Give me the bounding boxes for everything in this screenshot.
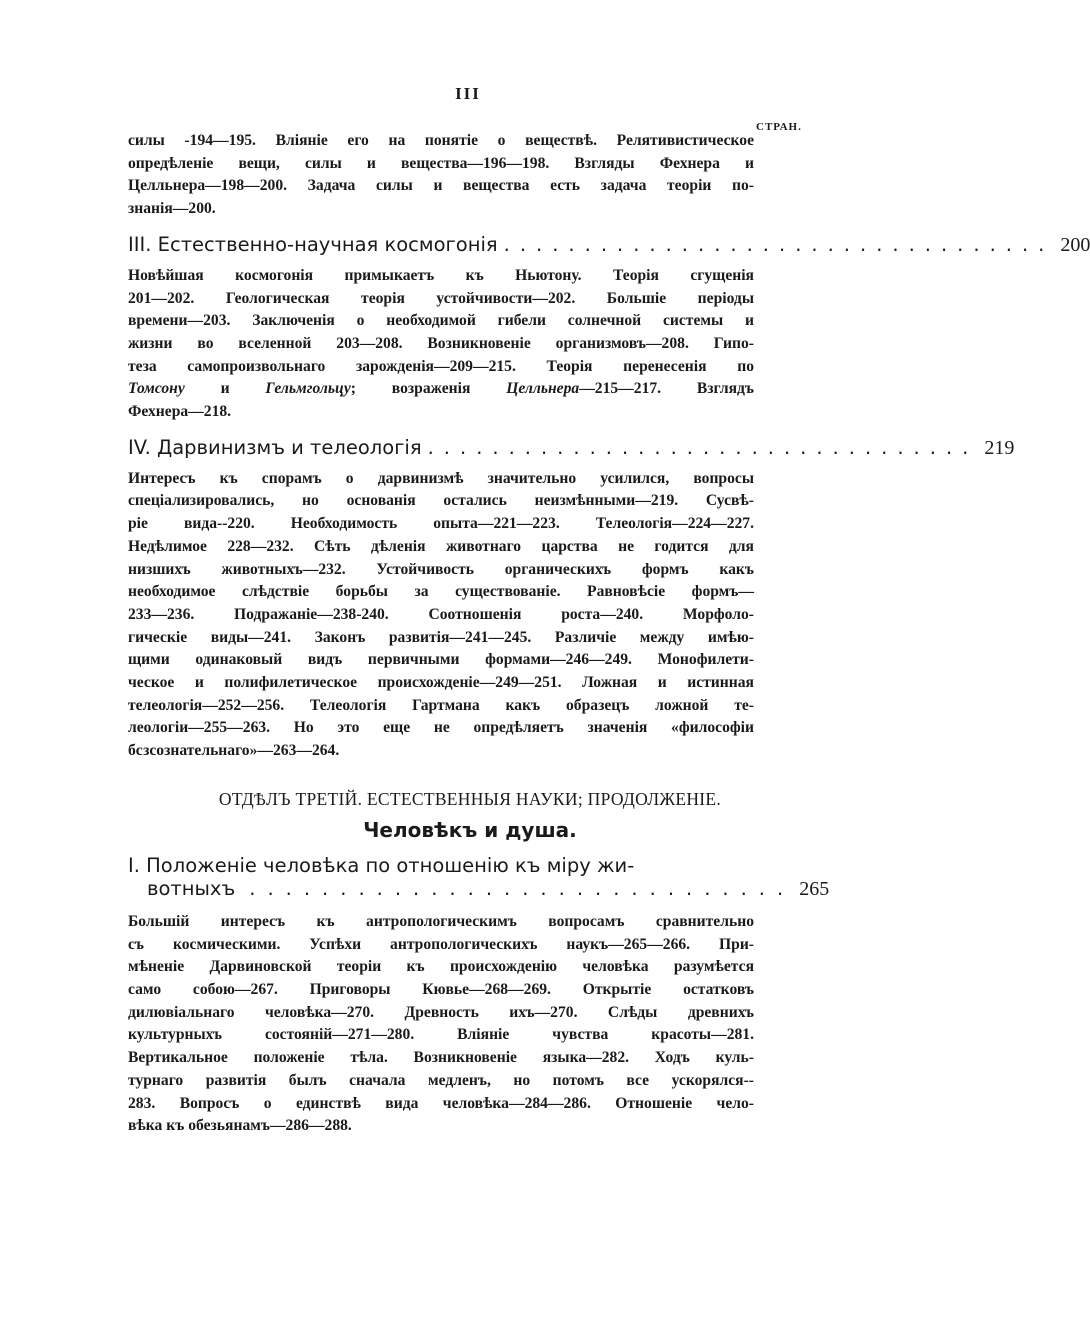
table-of-contents xyxy=(128,130,1090,1138)
text-line: леологіи—255—263. Но это еще не опредѣляетъ значенія «философіи xyxy=(128,719,754,737)
text-line: ріе вида--220. Необходимость опыта—221—223. Телеологія—224—227. xyxy=(128,515,754,533)
text-line: Фехнера—218. xyxy=(128,403,232,421)
toc-paragraph-forces xyxy=(128,130,754,221)
chapter-heading-cosmogony xyxy=(128,232,1090,257)
name-zoellner: Целльнера xyxy=(506,380,580,398)
text-line: знанія—200. xyxy=(128,200,216,218)
chapter-page: 200 xyxy=(1060,233,1090,256)
text-fragment: и xyxy=(220,380,230,398)
chapter-title-line: I. Положеніе человѣка по отношенію къ міру жи- xyxy=(128,853,635,877)
text-line: дилювіальнаго человѣка—270. Древность ихъ—270. Слѣды древнихъ xyxy=(128,1003,754,1021)
text-line: Большій интересъ къ антропологическимъ вопросамъ сравнительно xyxy=(128,912,754,930)
text-line: Недѣлимое 228—232. Сѣть дѣленія животнаго царства не годится для xyxy=(128,537,754,555)
chapter-title: IV. Дарвинизмъ и телеологія xyxy=(128,435,422,459)
text-line: телеологія—252—256. Телеологія Гартмана какъ образецъ ложной те- xyxy=(128,696,754,714)
text-line: бсзсознательнаго»—263—264. xyxy=(128,742,340,760)
page-number: III xyxy=(455,84,481,103)
text-line: гическіе виды—241. Законъ развитія—241—245. Различіе между имѣю- xyxy=(128,628,754,646)
text-line: само собою—267. Приговоры Кювье—268—269. Открытіе остатковъ xyxy=(128,980,754,998)
chapter-title-line xyxy=(128,876,830,901)
text-line: Вертикальное положеніе тѣла. Возникновеніе языка—282. Ходъ куль- xyxy=(128,1049,754,1067)
chapter-page: 265 xyxy=(799,877,830,900)
text-line: жизни во вселенной 203—208. Возникновеніе организмовъ—208. Гипо- xyxy=(128,334,754,352)
text-line: спеціализировались, но основанія остались неизмѣнными—219. Сусвѣ- xyxy=(128,492,754,510)
text-line: теза самопроизвольнаго зарожденія—209—215. Теорія перенесенія по xyxy=(128,357,754,375)
chapter-heading-darwinism xyxy=(128,435,1015,460)
text-line: щими одинаковый видъ первичными формами—246—249. Монофилети- xyxy=(128,651,754,669)
toc-paragraph-man xyxy=(128,911,754,1138)
text-line: съ космическими. Успѣхи антропологическихъ наукъ—265—266. При- xyxy=(128,935,754,953)
toc-paragraph-cosmogony xyxy=(128,265,754,424)
chapter-heading-man xyxy=(128,853,830,901)
text-line: вѣка къ обезьянамъ—286—288. xyxy=(128,1117,352,1135)
text-line: времени—203. Заключенія о необходимой гибели солнечной системы и xyxy=(128,312,754,330)
text-line: опредѣленіе вещи, силы и вещества—196—198. Взгляды Фехнера и xyxy=(128,154,754,172)
page-column-label: СТРАН. xyxy=(756,121,802,133)
name-helmholtz: Гельмгольцу xyxy=(265,380,351,398)
text-line: 201—202. Геологическая теорія устойчивости—202. Большіе періоды xyxy=(128,289,754,307)
dot-leader: .................................. xyxy=(427,435,979,459)
text-line: необходимое слѣдствіе борьбы за существованіе. Равновѣсіе формъ— xyxy=(128,583,754,601)
text-fragment: —215—217. Взглядъ xyxy=(579,380,754,398)
text-line: турнаго развитія былъ сначала медленъ, но потомъ все ускорялся-- xyxy=(128,1071,754,1089)
text-line: мѣненіе Дарвиновской теоріи къ происхожденію человѣка разумѣется xyxy=(128,958,754,976)
name-thomson: Томсону xyxy=(128,380,185,398)
text-line: Целльнера—198—200. Задача силы и вещества есть задача теоріи по- xyxy=(128,177,754,195)
dot-leader: .................................. xyxy=(503,232,1055,256)
dot-leader: .............................. xyxy=(249,876,796,900)
text-line: культурныхъ состояній—271—280. Вліяніе чувства красоты—281. xyxy=(128,1026,754,1044)
section-title: ОТДѢЛЪ ТРЕТІЙ. ЕСТЕСТВЕННЫЯ НАУКИ; ПРОДОЛЖЕНІЕ. xyxy=(218,788,722,809)
chapter-page: 219 xyxy=(984,436,1015,459)
toc-paragraph-darwinism xyxy=(128,468,754,763)
section-subtitle: Человѣкъ и душа. xyxy=(363,817,577,842)
text-line: Новѣйшая космогонія примыкаетъ къ Ньютону. Теорія сгущенія xyxy=(128,266,754,284)
text-line: 283. Вопросъ о единствѣ вида человѣка—284—286. Отношеніе чело- xyxy=(128,1094,754,1112)
text-line xyxy=(128,378,754,401)
text-fragment: ; возраженія xyxy=(350,380,471,398)
text-line: силы -194—195. Вліяніе его на понятіе о веществѣ. Релятивистическое xyxy=(128,132,754,149)
chapter-title: III. Естественно-научная космогонія xyxy=(128,232,498,256)
text-line: низшихъ животныхъ—232. Устойчивость органическихъ формъ какъ xyxy=(128,560,754,578)
text-line: ческое и полифилетическое происхожденіе—249—251. Ложная и истинная xyxy=(128,674,754,692)
text-line: Интересъ къ спорамъ о дарвинизмѣ значительно усилился, вопросы xyxy=(128,469,754,487)
text-line: 233—236. Подражаніе—238-240. Соотношенія роста—240. Морфоло- xyxy=(128,605,754,623)
chapter-title-continuation: вотныхъ xyxy=(147,876,236,900)
